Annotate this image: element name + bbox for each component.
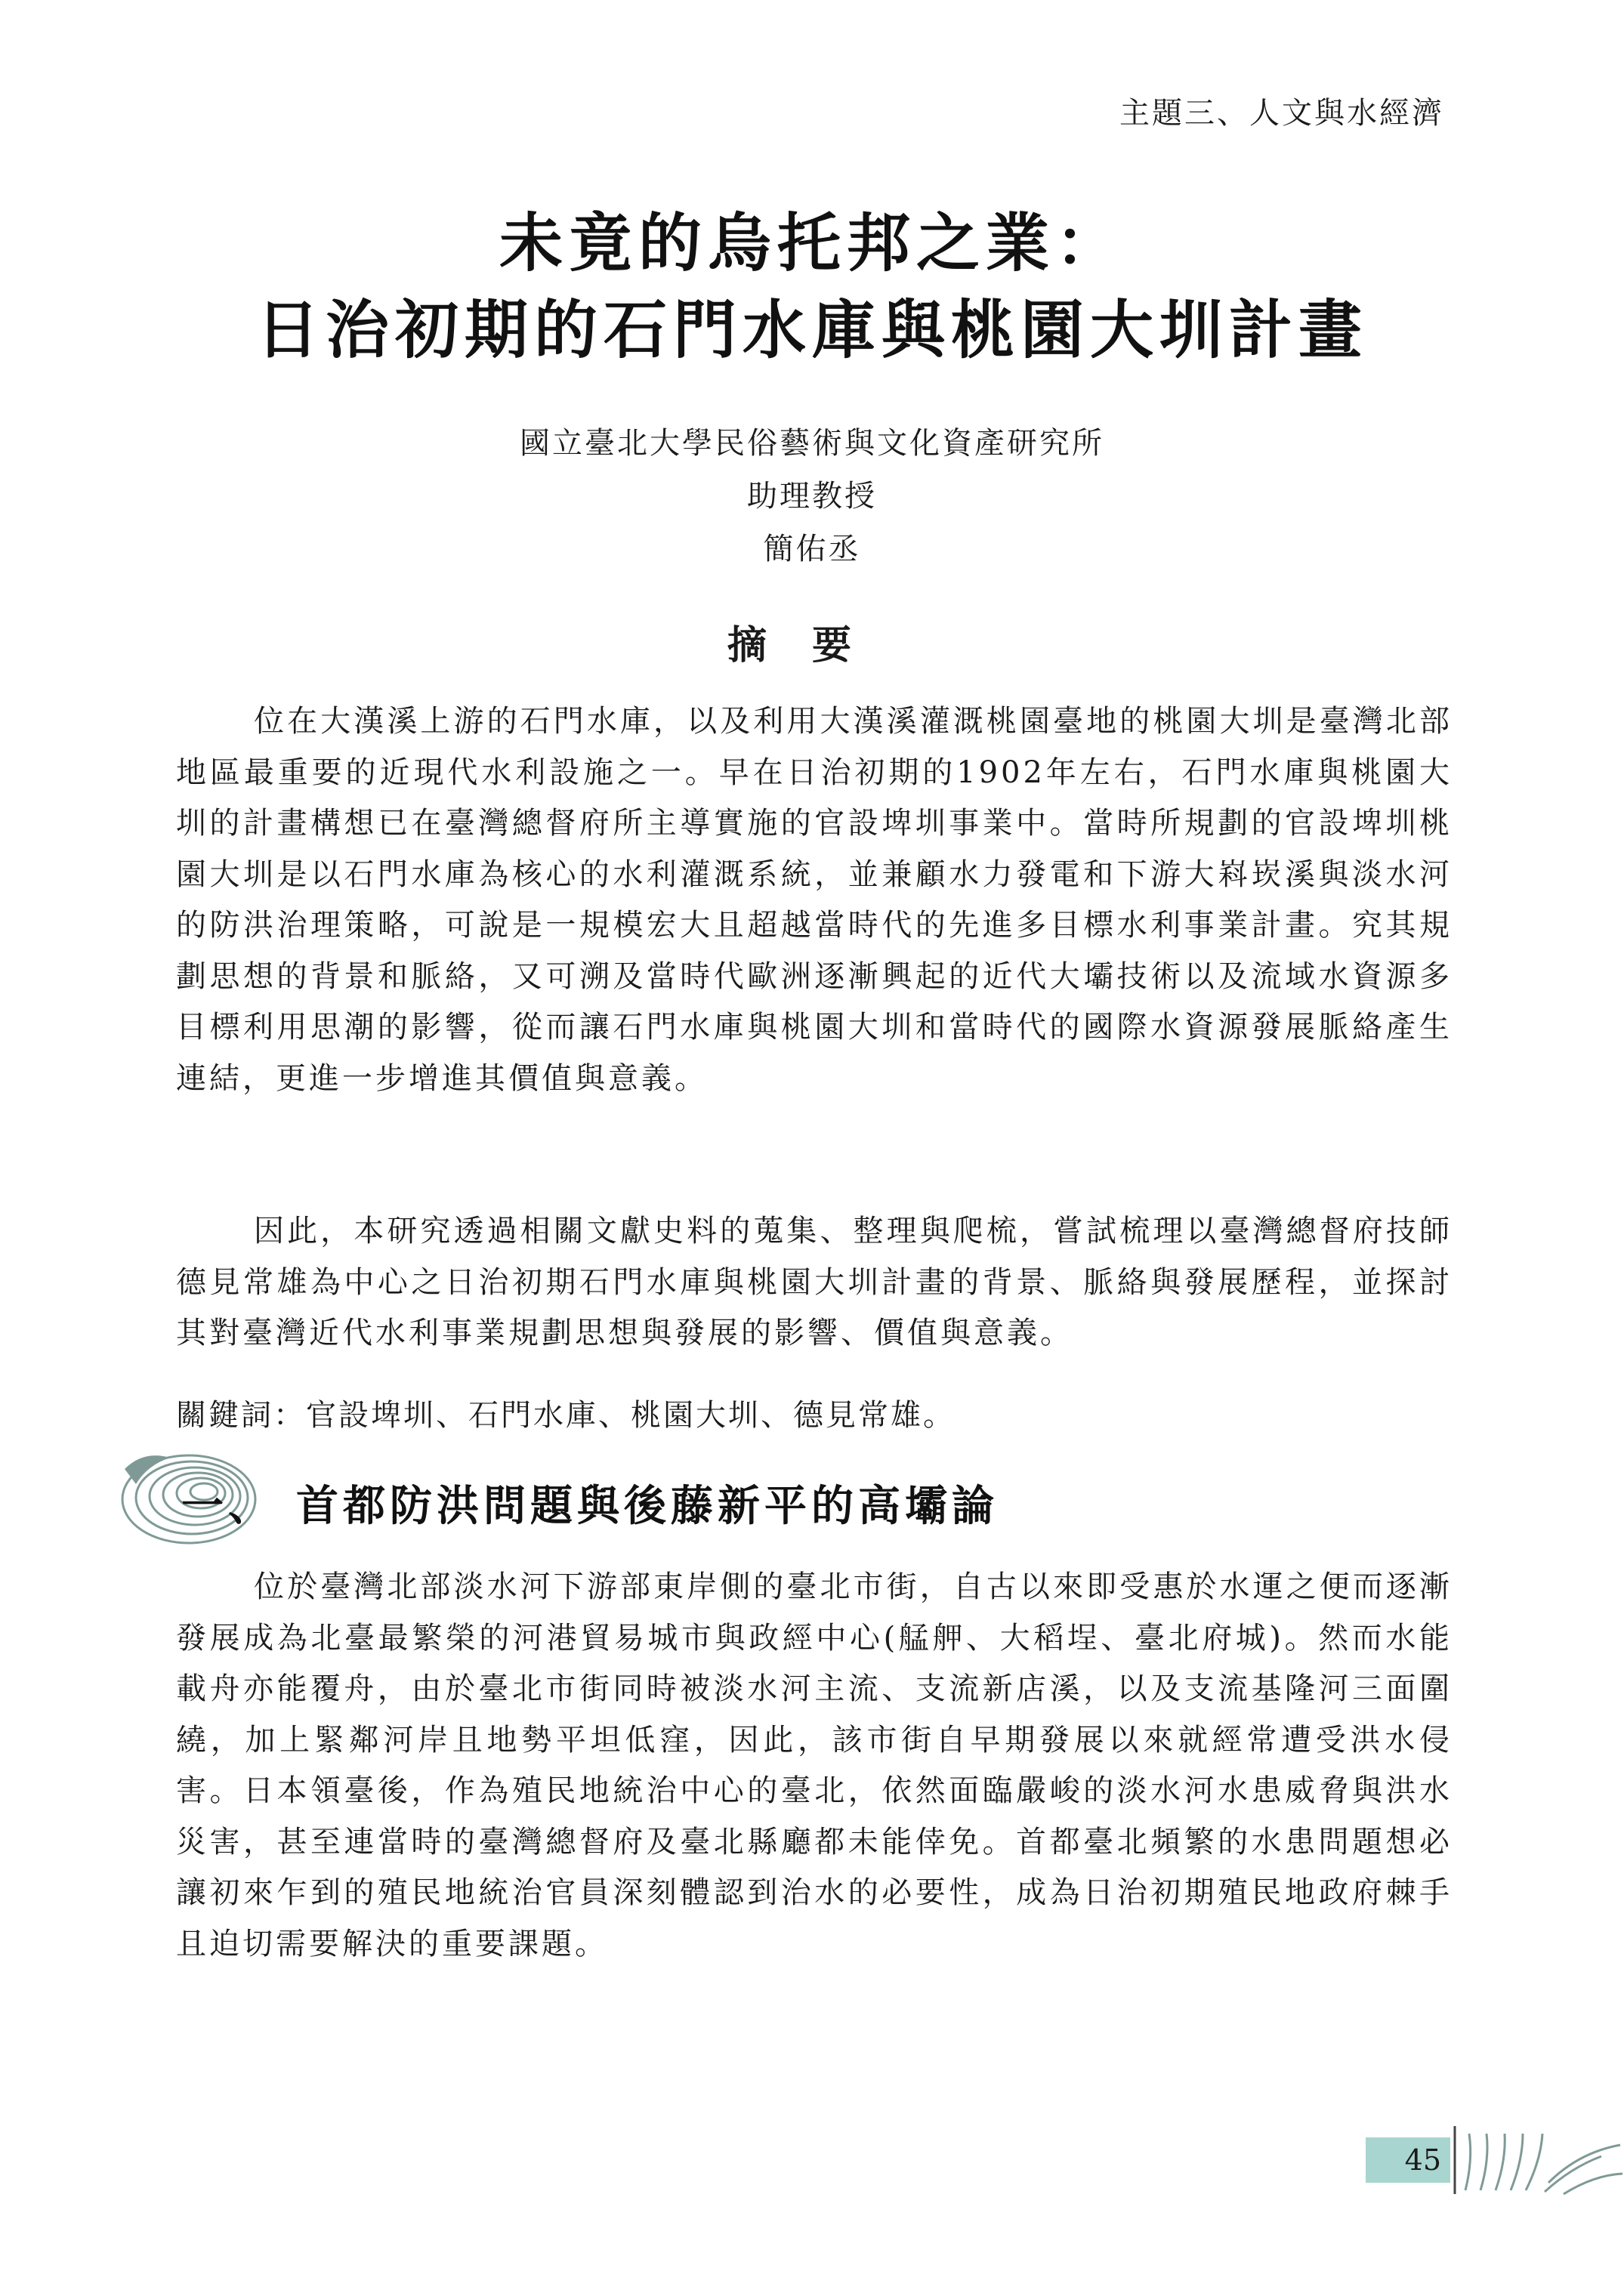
keywords: 關鍵詞：官設埤圳、石門水庫、桃園大圳、德見常雄。 [176, 1398, 956, 1433]
running-head: 主題三、人文與水經濟 [1119, 96, 1444, 131]
title-line-2: 日治初期的石門水庫與桃園大圳計畫 [255, 293, 1368, 367]
section-1-title: 首都防洪問題與後藤新平的高壩論 [296, 1482, 999, 1531]
page-number: 45 [1404, 2143, 1441, 2177]
abstract-paragraph-2: 因此，本研究透過相關文獻史料的蒐集、整理與爬梳，嘗試梳理以臺灣總督府技師德見常雄為中心之日治初期石門水庫與桃園大圳計畫的背景、脈絡與發展歷程，並探討其對臺灣近代水利事業規劃思想與發展的影響、價值與意義。 [176, 1214, 1453, 1350]
section-1-heading [181, 1473, 999, 1533]
author-name: 簡佑丞 [763, 532, 861, 566]
author-position: 助理教授 [747, 479, 877, 514]
abstract-paragraph-1: 位在大漢溪上游的石門水庫，以及利用大漢溪灌溉桃園臺地的桃園大圳是臺灣北部地區最重要的近現代水利設施之一。早在日治初期的1902年左右，石門水庫與桃園大圳的計畫構想已在臺灣總督府所主導實施的官設埤圳事業中。當時所規劃的官設埤圳桃園大圳是以石門水庫為核心的水利灌溉系統，並兼顧水力發電和下游大嵙崁溪與淡水河的防洪治理策略，可說是一規模宏大且超越當時代的先進多目標水利事業計畫。究其規劃思想的背景和脈絡，又可溯及當時代歐洲逐漸興起的近代大壩技術以及流域水資源多目標利用思潮的影響，從而讓石門水庫與桃園大圳和當時代的國際水資源發展脈絡產生連結，更進一步增進其價值與意義。 [176, 704, 1453, 1096]
section-1-paragraph: 位於臺灣北部淡水河下游部東岸側的臺北市街，自古以來即受惠於水運之便而逐漸發展成為北臺最繁榮的河港貿易城市與政經中心(艋舺、大稻埕、臺北府城)。然而水能載舟亦能覆舟，由於臺北市街同時被淡水河主流、支流新店溪，以及支流基隆河三面圍繞，加上緊鄰河岸且地勢平坦低窪，因此，該市街自早期發展以來就經常遭受洪水侵害。日本領臺後，作為殖民地統治中心的臺北，依然面臨嚴峻的淡水河水患威脅與洪水災害，甚至連當時的臺灣總督府及臺北縣廳都未能倖免。首都臺北頻繁的水患問題想必讓初來乍到的殖民地統治官員深刻體認到治水的必要性，成為日治初期殖民地政府棘手且迫切需要解決的重要課題。 [176, 1569, 1453, 1961]
section-1-number: 一、 [181, 1482, 275, 1531]
title-line-1: 未竟的烏托邦之業： [499, 206, 1125, 280]
wave-lines-icon [1450, 2122, 1624, 2198]
abstract-heading: 摘要 [727, 623, 897, 668]
author-affiliation: 國立臺北大學民俗藝術與文化資產研究所 [520, 426, 1104, 461]
